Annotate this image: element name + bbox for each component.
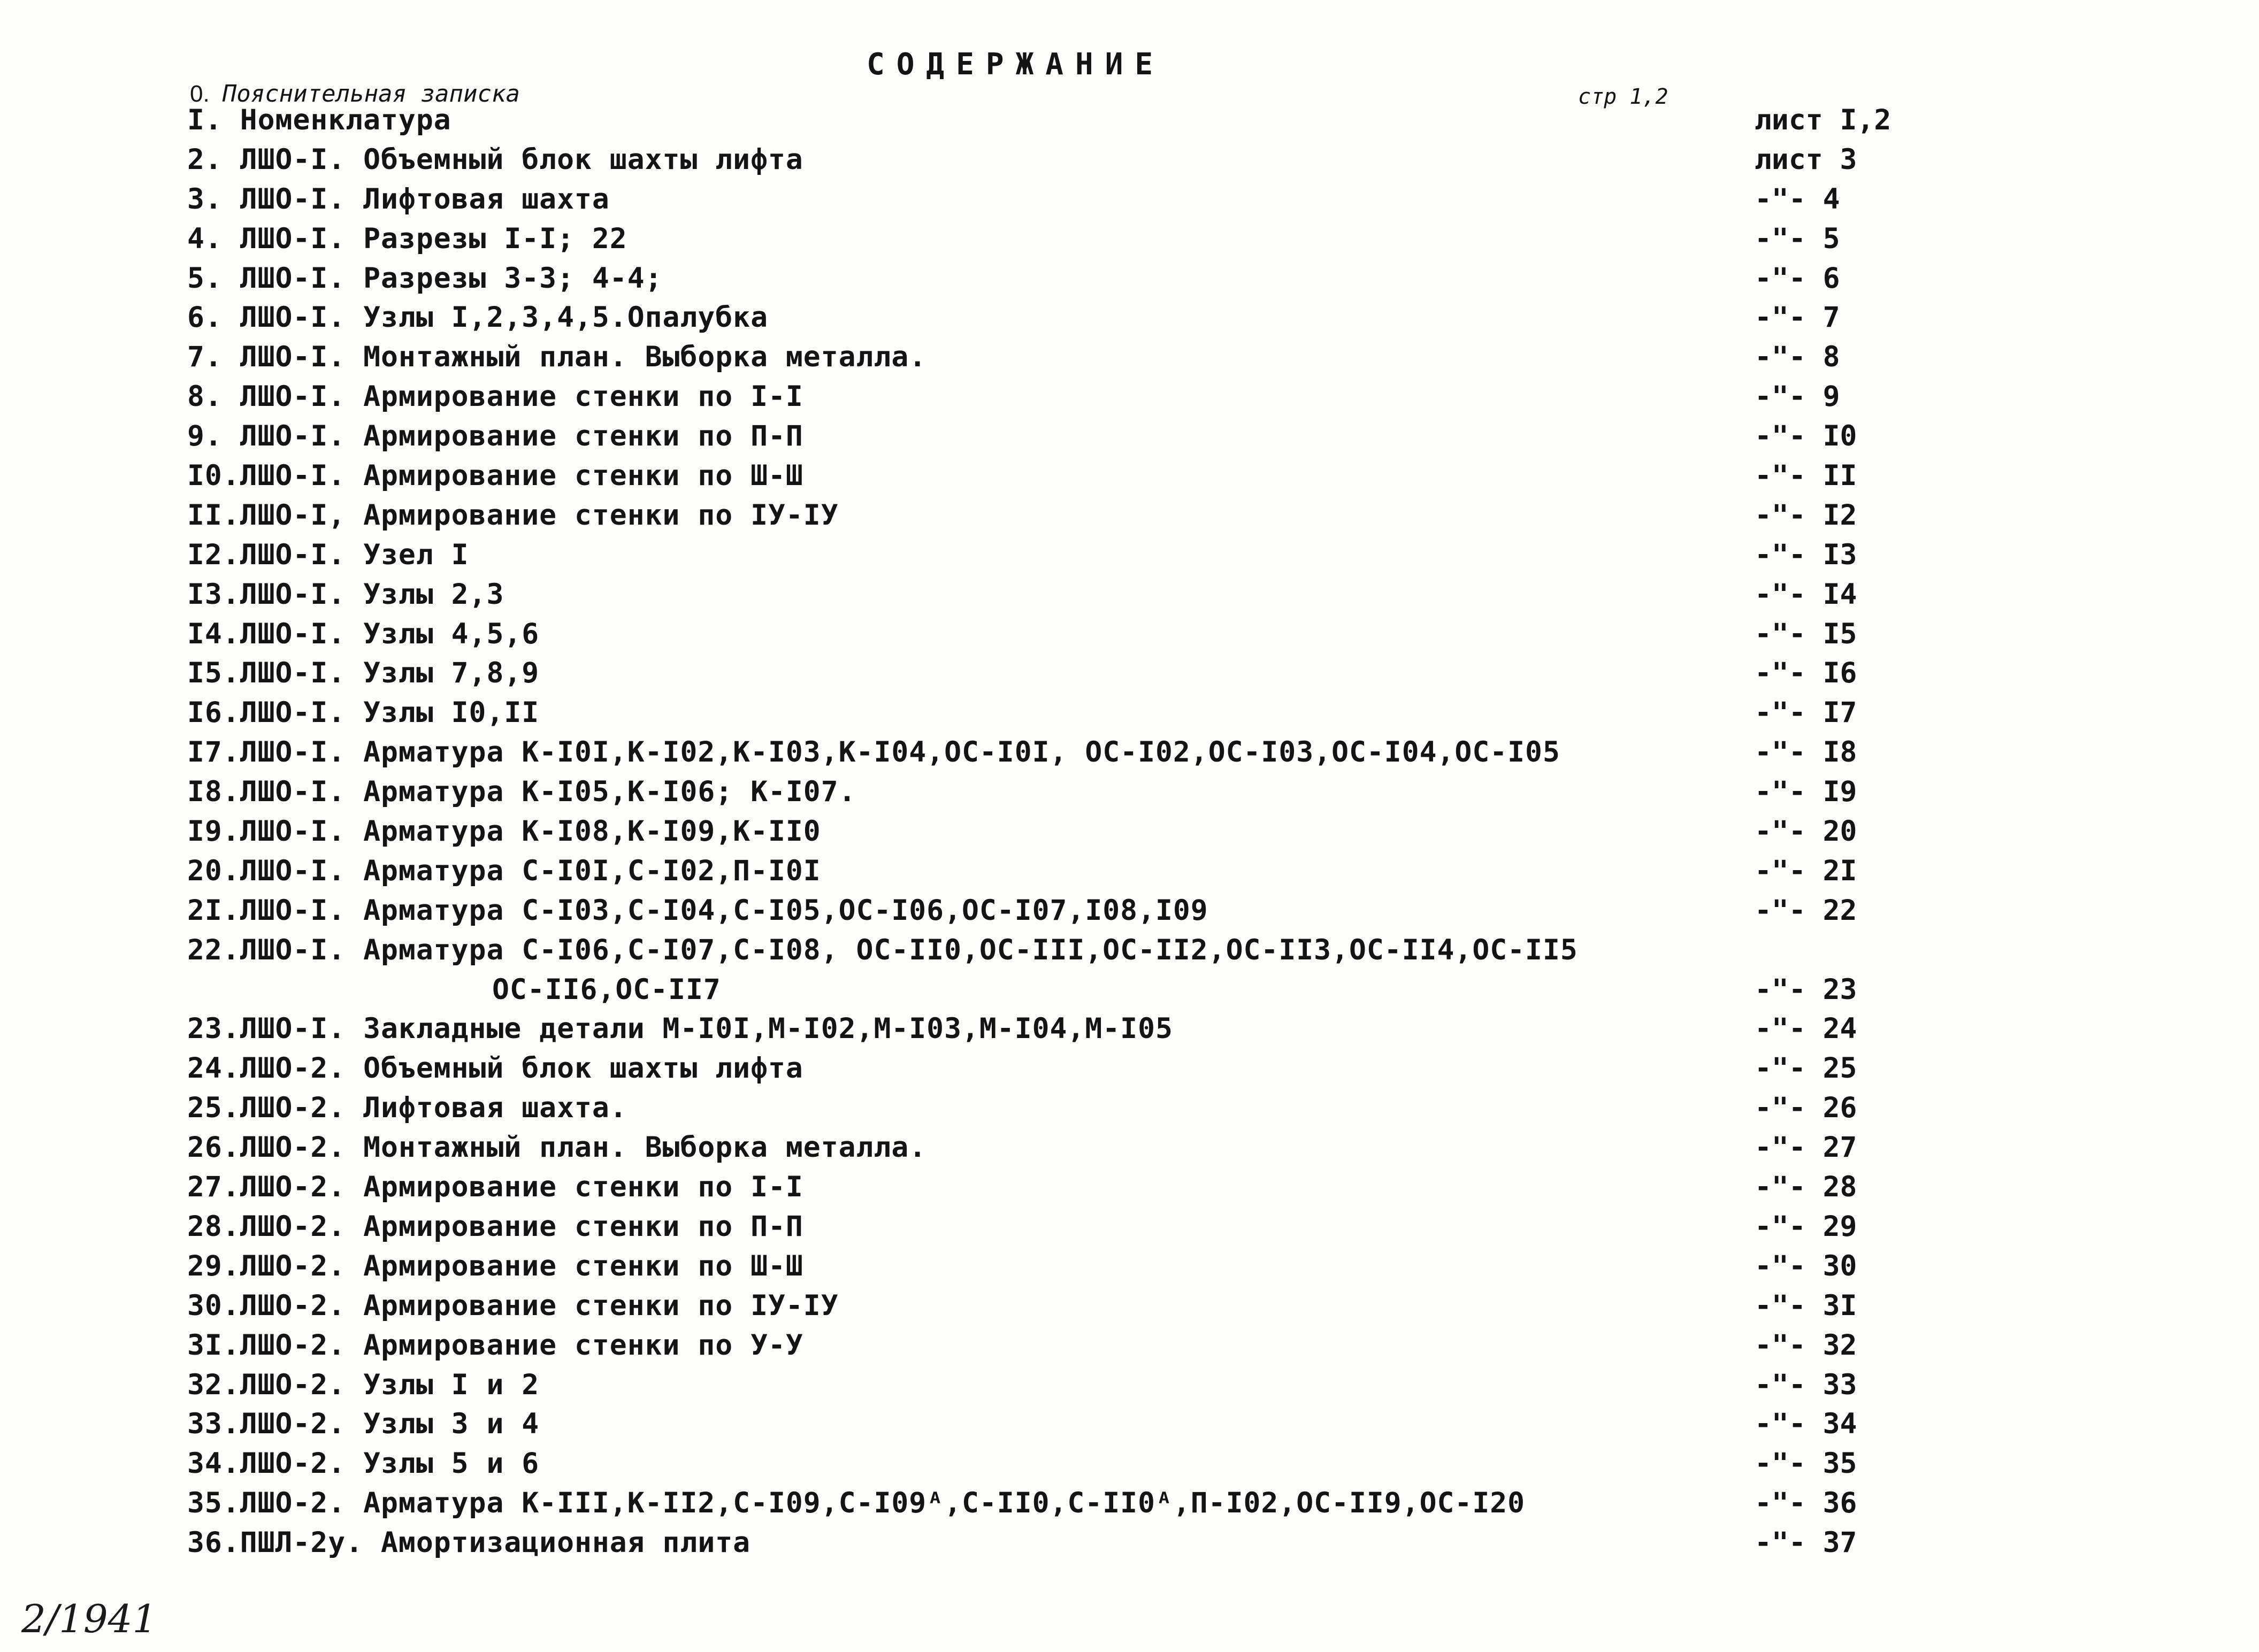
toc-row <box>187 772 2006 812</box>
handwritten-signature: 2/1941 <box>21 1596 157 1641</box>
toc-row <box>187 101 2006 140</box>
toc-row-page: -"- 37 <box>1755 1526 1857 1559</box>
toc-row-page: -"- 5 <box>1755 222 1840 255</box>
toc-row-page: -"- I7 <box>1755 696 1857 729</box>
toc-row <box>187 1365 2006 1405</box>
toc-row-label: 36.ПШЛ-2у. Амортизационная плита <box>187 1526 751 1559</box>
toc-row-page: -"- 36 <box>1755 1487 1857 1520</box>
toc-row-page: -"- 22 <box>1755 894 1857 927</box>
toc-row <box>187 259 2006 298</box>
toc-row-label: 25.ЛШО-2. Лифтовая шахта. <box>187 1092 627 1125</box>
toc-row-page: -"- 20 <box>1755 815 1857 848</box>
toc-row <box>187 1523 2006 1563</box>
toc-note-number: 0. <box>190 81 210 107</box>
toc-row-page: -"- 32 <box>1755 1328 1857 1362</box>
toc-row <box>187 851 2006 891</box>
toc-row-label: 2I.ЛШО-I. Арматура С-I03,С-I04,С-I05,ОС-I06,ОС-I07,I08,I09 <box>187 894 1208 927</box>
toc-row-label: I6.ЛШО-I. Узлы I0,II <box>187 696 540 729</box>
toc-row <box>187 970 2006 1010</box>
toc-note-page: стр 1,2 <box>1578 84 1668 109</box>
toc-row-page: -"- 9 <box>1755 380 1840 413</box>
toc-row <box>187 496 2006 535</box>
toc-row-label: I2.ЛШО-I. Узел I <box>187 538 469 571</box>
table-of-contents <box>187 101 2006 1563</box>
toc-row-label: I. Номенклатура <box>187 104 451 136</box>
toc-row-page: -"- 29 <box>1755 1210 1857 1243</box>
toc-row-page: -"- 35 <box>1755 1447 1857 1480</box>
toc-row <box>187 1128 2006 1167</box>
toc-row <box>187 535 2006 575</box>
toc-row <box>187 1484 2006 1523</box>
toc-row-label: 8. ЛШО-I. Армирование стенки по I-I <box>187 380 803 413</box>
toc-row-page: -"- 6 <box>1755 262 1840 295</box>
toc-row-label: I4.ЛШО-I. Узлы 4,5,6 <box>187 617 540 650</box>
toc-row-label: 9. ЛШО-I. Армирование стенки по П-П <box>187 420 803 453</box>
toc-row <box>187 298 2006 337</box>
toc-row <box>187 377 2006 417</box>
toc-row-label: ОС-II6,ОС-II7 <box>492 973 721 1006</box>
toc-row-page: -"- 34 <box>1755 1408 1857 1441</box>
document-title: СОДЕРЖАНИЕ <box>867 47 1165 82</box>
toc-row <box>187 417 2006 456</box>
toc-row-label: I0.ЛШО-I. Армирование стенки по Ш-Ш <box>187 459 803 493</box>
toc-row-label: 6. ЛШО-I. Узлы I,2,3,4,5.Опалубка <box>187 301 768 334</box>
toc-row-label: 3I.ЛШО-2. Армирование стенки по У-У <box>187 1328 803 1362</box>
toc-row <box>187 575 2006 614</box>
toc-row <box>187 733 2006 772</box>
toc-row-label: 29.ЛШО-2. Армирование стенки по Ш-Ш <box>187 1249 803 1282</box>
toc-row <box>187 693 2006 733</box>
toc-row <box>187 456 2006 496</box>
toc-row <box>187 1009 2006 1049</box>
toc-row <box>187 1088 2006 1128</box>
toc-row-label: I3.ЛШО-I. Узлы 2,3 <box>187 578 504 611</box>
toc-note-label: Пояснительная записка <box>222 80 520 107</box>
toc-row-page: -"- 7 <box>1755 301 1840 334</box>
toc-row-page: -"- 3I <box>1755 1289 1857 1322</box>
toc-row-page: -"- 27 <box>1755 1131 1857 1164</box>
toc-row-page: -"- 30 <box>1755 1249 1857 1282</box>
toc-row <box>187 654 2006 693</box>
toc-row-label: 2. ЛШО-I. Объемный блок шахты лифта <box>187 143 803 176</box>
toc-row <box>187 1286 2006 1326</box>
toc-row <box>187 180 2006 219</box>
toc-row-label: 33.ЛШО-2. Узлы 3 и 4 <box>187 1408 540 1441</box>
toc-row-page: -"- I8 <box>1755 736 1857 769</box>
toc-row-page: -"- I6 <box>1755 657 1857 690</box>
toc-row-label: 4. ЛШО-I. Разрезы I-I; 22 <box>187 222 627 255</box>
toc-row-page: -"- II <box>1755 459 1857 493</box>
toc-row-label: 23.ЛШО-I. Закладные детали М-I0I,М-I02,М-I03,М-I04,М-I05 <box>187 1012 1173 1046</box>
toc-row <box>187 1404 2006 1444</box>
toc-row-page: -"- 4 <box>1755 182 1840 216</box>
toc-row-label: 20.ЛШО-I. Арматура С-I0I,С-I02,П-I0I <box>187 854 821 887</box>
toc-row-page: -"- I0 <box>1755 420 1857 453</box>
toc-row-label: 24.ЛШО-2. Объемный блок шахты лифта <box>187 1052 803 1085</box>
toc-row-label: II.ЛШО-I, Армирование стенки по IУ-IУ <box>187 498 839 532</box>
toc-row-label: I9.ЛШО-I. Арматура К-I08,К-I09,К-II0 <box>187 815 821 848</box>
toc-row <box>187 931 2006 970</box>
toc-row-page: -"- 26 <box>1755 1092 1857 1125</box>
toc-row-page: -"- I2 <box>1755 498 1857 532</box>
toc-row <box>187 337 2006 377</box>
toc-row <box>187 1247 2006 1286</box>
toc-row-page: -"- 2I <box>1755 854 1857 887</box>
toc-row-label: 5. ЛШО-I. Разрезы 3-3; 4-4; <box>187 262 663 295</box>
toc-row <box>187 891 2006 931</box>
toc-row-page: лист I,2 <box>1755 104 1892 136</box>
toc-row-page: -"- 8 <box>1755 341 1840 374</box>
toc-row-page: -"- 25 <box>1755 1052 1857 1085</box>
toc-row-page: лист 3 <box>1755 143 1857 176</box>
toc-row-label: 30.ЛШО-2. Армирование стенки по IУ-IУ <box>187 1289 839 1322</box>
toc-row-label: I8.ЛШО-I. Арматура К-I05,К-I06; К-I07. <box>187 775 856 809</box>
toc-row-label: 3. ЛШО-I. Лифтовая шахта <box>187 182 610 216</box>
toc-row <box>187 140 2006 180</box>
toc-row <box>187 1207 2006 1247</box>
toc-row-label: 28.ЛШО-2. Армирование стенки по П-П <box>187 1210 803 1243</box>
toc-row-page: -"- 28 <box>1755 1171 1857 1204</box>
toc-row-label: 26.ЛШО-2. Монтажный план. Выборка металла. <box>187 1131 927 1164</box>
toc-row-label: 27.ЛШО-2. Армирование стенки по I-I <box>187 1171 803 1204</box>
toc-row-page: -"- 24 <box>1755 1012 1857 1046</box>
toc-row-page: -"- 33 <box>1755 1368 1857 1401</box>
toc-row-label: 35.ЛШО-2. Арматура К-III,К-II2,С-I09,С-I09ᴬ,С-II0,С-II0ᴬ,П-I02,ОС-II9,ОС-I20 <box>187 1487 1526 1520</box>
toc-row-label: 32.ЛШО-2. Узлы I и 2 <box>187 1368 540 1401</box>
toc-row <box>187 812 2006 851</box>
toc-row <box>187 614 2006 654</box>
toc-row-page: -"- 23 <box>1755 973 1857 1006</box>
toc-row <box>187 1326 2006 1365</box>
toc-row-label: I5.ЛШО-I. Узлы 7,8,9 <box>187 657 540 690</box>
toc-row-label: 7. ЛШО-I. Монтажный план. Выборка металла. <box>187 341 927 374</box>
toc-row <box>187 1444 2006 1484</box>
toc-row-page: -"- I3 <box>1755 538 1857 571</box>
toc-row <box>187 1049 2006 1088</box>
toc-row-label: 34.ЛШО-2. Узлы 5 и 6 <box>187 1447 540 1480</box>
toc-row-page: -"- I5 <box>1755 617 1857 650</box>
toc-row-page: -"- I9 <box>1755 775 1857 809</box>
toc-row-label: I7.ЛШО-I. Арматура К-I0I,К-I02,К-I03,К-I04,ОС-I0I, ОС-I02,ОС-I03,ОС-I04,ОС-I05 <box>187 736 1560 769</box>
toc-row-label: 22.ЛШО-I. Арматура С-I06,С-I07,С-I08, ОС-II0,ОС-III,ОС-II2,ОС-II3,ОС-II4,ОС-II5 <box>187 933 1578 966</box>
toc-row <box>187 1167 2006 1207</box>
toc-row-page: -"- I4 <box>1755 578 1857 611</box>
toc-row <box>187 219 2006 259</box>
